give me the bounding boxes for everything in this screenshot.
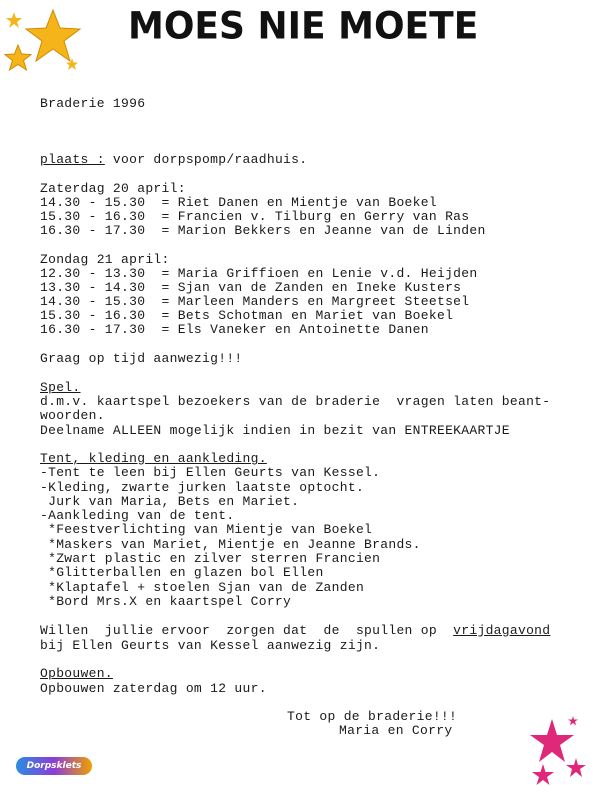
tent-line: *Feestverlichting van Mientje van Boekel — [40, 522, 373, 537]
on-time-note: Graag op tijd aanwezig!!! — [40, 351, 243, 366]
place-line — [40, 153, 307, 167]
build-title: Opbouwen. — [40, 666, 113, 681]
tent-line: *Glitterballen en glazen bol Ellen — [40, 565, 324, 580]
game-line: d.m.v. kaartspel bezoekers van de braderie vragen laten beant- — [40, 394, 551, 409]
star-dot-pink-icon — [568, 716, 578, 726]
saturday-row: 16.30 - 17.30 = Marion Bekkers en Jeanne van de Linden — [40, 223, 486, 238]
tent-line: *Maskers van Mariet, Mientje en Jeanne Brands. — [40, 537, 421, 552]
star-mini-pink-icon — [566, 758, 586, 778]
star-small-yellow-icon — [3, 44, 33, 72]
document-heading: Braderie 1996 — [40, 96, 146, 111]
tent-line: -Tent te leen bij Ellen Geurts van Kessel. — [40, 465, 381, 480]
star-dot-yellow-icon — [66, 58, 78, 70]
sunday-row: 15.30 - 16.30 = Bets Schotman en Mariet van Boekel — [40, 308, 454, 323]
header-title: MOES NIE MOETE — [128, 4, 479, 49]
place-text: voor dorpspomp/raadhuis. — [104, 152, 308, 167]
tent-line: *Klaptafel + stoelen Sjan van de Zanden — [40, 580, 365, 595]
star-small-pink-icon — [532, 764, 554, 786]
saturday-row: 15.30 - 16.30 = Francien v. Tilburg en Gerry van Ras — [40, 209, 470, 224]
star-tiny-yellow-icon — [6, 12, 22, 28]
site-logo: Dorpsklets — [16, 757, 92, 775]
sunday-row: 12.30 - 13.30 = Maria Griffioen en Lenie v.d. Heijden — [40, 266, 478, 281]
sunday-row: 13.30 - 14.30 = Sjan van de Zanden en Ineke Kusters — [40, 280, 462, 295]
saturday-row: 14.30 - 15.30 = Riet Danen en Mientje van Boekel — [40, 195, 437, 210]
place-label: plaats : — [40, 152, 105, 167]
tent-line: -Aankleding van de tent. — [40, 508, 235, 523]
sunday-title: Zondag 21 april: — [40, 252, 170, 267]
game-title: Spel. — [40, 380, 81, 395]
tent-title: Tent, kleding en aankleding. — [40, 451, 267, 466]
saturday-title: Zaterdag 20 april: — [40, 181, 186, 196]
request-line — [40, 624, 550, 638]
tent-line: -Kleding, zwarte jurken laatste optocht. — [40, 480, 365, 495]
sunday-row: 16.30 - 17.30 = Els Vaneker en Antoinette Danen — [40, 322, 429, 337]
game-line: Deelname ALLEEN mogelijk indien in bezit van ENTREEKAARTJE — [40, 423, 510, 438]
sunday-row: 14.30 - 15.30 = Marleen Manders en Margreet Steetsel — [40, 294, 470, 309]
game-line: woorden. — [40, 408, 105, 423]
tent-line: *Bord Mrs.X en kaartspel Corry — [40, 594, 292, 609]
build-text: Opbouwen zaterdag om 12 uur. — [40, 681, 267, 696]
request-day: vrijdagavond — [453, 623, 551, 638]
closing-line-1: Tot op de braderie!!! — [287, 709, 458, 724]
tent-line: *Zwart plastic en zilver sterren Francien — [40, 551, 381, 566]
tent-line: Jurk van Maria, Bets en Mariet. — [40, 494, 300, 509]
closing-signature: Maria en Corry — [339, 723, 453, 738]
request-prefix: Willen jullie ervoor zorgen dat de spullen op — [40, 623, 454, 638]
request-line-2: bij Ellen Geurts van Kessel aanwezig zijn. — [40, 638, 381, 653]
